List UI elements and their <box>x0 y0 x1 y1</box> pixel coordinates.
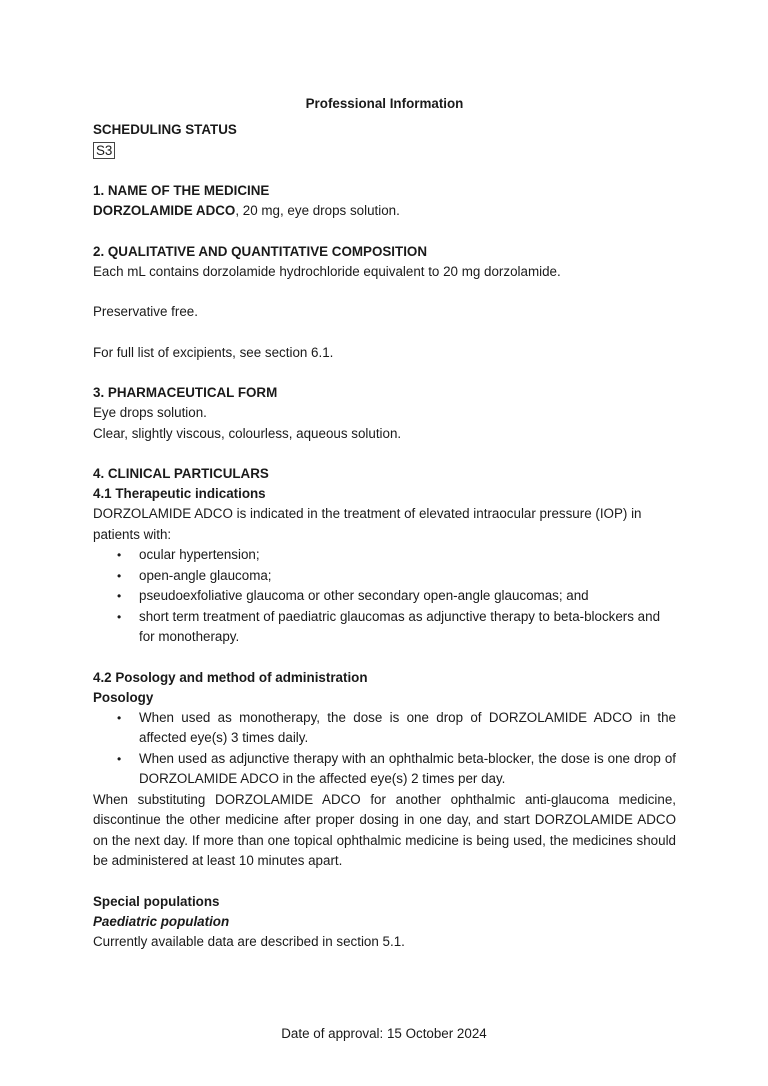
list-item: • When used as adjunctive therapy with an ophthalmic beta-blocker, the dose is one drop of DORZOLAMIDE ADCO in the affected eye(s) 2 times per day. <box>139 749 676 790</box>
scheduling-status-badge: S3 <box>93 142 115 159</box>
section-4-2-heading: 4.2 Posology and method of administration <box>93 669 368 685</box>
document-title: Professional Information <box>305 96 464 111</box>
list-item: • open-angle glaucoma; <box>139 566 676 587</box>
special-populations-heading: Special populations <box>93 893 220 909</box>
list-item: • When used as monotherapy, the dose is one drop of DORZOLAMIDE ADCO in the affected eye(s) 3 times daily. <box>139 708 676 749</box>
composition-text: Each mL contains dorzolamide hydrochloride equivalent to 20 mg dorzolamide. <box>93 263 561 279</box>
preservative-text: Preservative free. <box>93 304 198 319</box>
form-line-1: Eye drops solution. <box>93 405 207 420</box>
list-item: • pseudoexfoliative glaucoma or other secondary open-angle glaucomas; and <box>139 586 676 607</box>
substitution-paragraph: When substituting DORZOLAMIDE ADCO for another ophthalmic anti-glaucoma medicine, discontinue the other medicine after proper dosing in one day, and start DORZOLAMIDE ADCO on the next day. If more than one topical ophthalmic medicine is being used, the medicines should be administered at least 10 minutes apart. <box>93 791 676 868</box>
medicine-description: , 20 mg, eye drops solution. <box>235 203 400 218</box>
indications-list <box>93 545 676 648</box>
list-item: • short term treatment of paediatric glaucomas as adjunctive therapy to beta-blockers and for monotherapy. <box>139 607 676 648</box>
indications-intro: DORZOLAMIDE ADCO is indicated in the treatment of elevated intraocular pressure (IOP) in patients with: <box>93 506 642 542</box>
section-1-text <box>93 201 676 222</box>
section-2-heading: 2. QUALITATIVE AND QUANTITATIVE COMPOSITION <box>93 243 428 259</box>
approval-date-footer: Date of approval: 15 October 2024 <box>281 1026 487 1041</box>
section-4-1-heading: 4.1 Therapeutic indications <box>93 486 266 501</box>
form-line-2: Clear, slightly viscous, colourless, aqueous solution. <box>93 425 402 441</box>
list-item: • ocular hypertension; <box>139 545 676 566</box>
posology-list <box>93 708 676 790</box>
scheduling-status-heading: SCHEDULING STATUS <box>93 122 237 137</box>
paediatric-population-heading: Paediatric population <box>93 913 230 929</box>
paediatric-population-text: Currently available data are described in section 5.1. <box>93 933 405 949</box>
excipients-text: For full list of excipients, see section 6.1. <box>93 344 334 360</box>
medicine-name: DORZOLAMIDE ADCO <box>93 203 236 218</box>
document-page <box>93 90 676 952</box>
section-3-heading: 3. PHARMACEUTICAL FORM <box>93 385 278 400</box>
section-4-heading: 4. CLINICAL PARTICULARS <box>93 466 269 481</box>
section-1-heading: 1. NAME OF THE MEDICINE <box>93 183 270 198</box>
posology-heading: Posology <box>93 689 154 705</box>
